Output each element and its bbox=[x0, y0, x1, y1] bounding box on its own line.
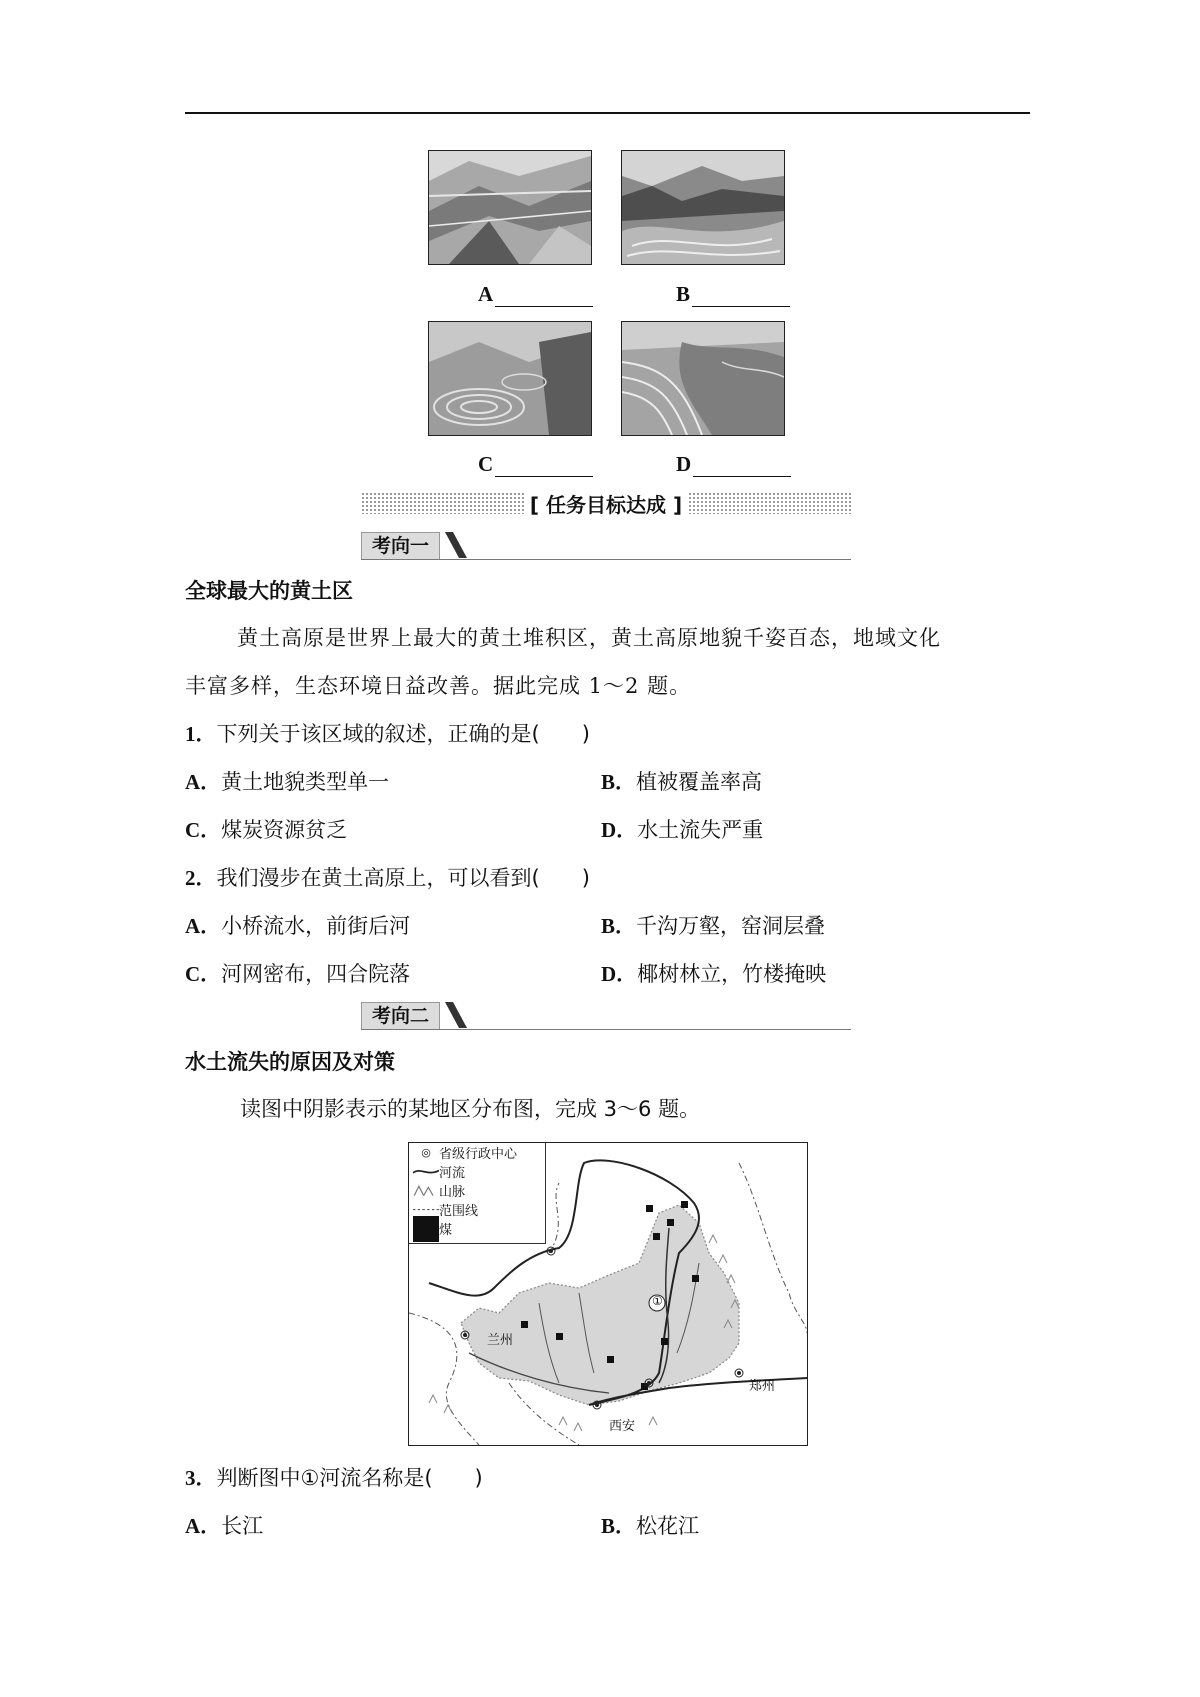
label-xian: 西安 bbox=[609, 1419, 636, 1434]
loess-photo-c bbox=[428, 321, 592, 436]
answer-blank[interactable] bbox=[693, 458, 791, 477]
photo-caption-b: B bbox=[676, 282, 790, 307]
question-3 bbox=[185, 1462, 483, 1492]
label-river-marker: ① bbox=[652, 1294, 663, 1308]
intro-line-2: 丰富多样，生态环境日益改善。据此完成 1～2 题。 bbox=[185, 674, 692, 698]
banner-dots-left bbox=[361, 492, 524, 514]
boundary-line-icon bbox=[413, 1206, 439, 1213]
coal-icon bbox=[413, 1216, 439, 1242]
section-heading-2: 水土流失的原因及对策 bbox=[185, 1050, 395, 1074]
mountain-icon bbox=[413, 1185, 439, 1197]
map-intro: 读图中阴影表示的某地区分布图，完成 3～6 题。 bbox=[240, 1097, 701, 1121]
question-1 bbox=[185, 718, 590, 748]
label-lanzhou: 兰州 bbox=[487, 1333, 514, 1348]
section-tag-label: 考向一 bbox=[361, 532, 440, 559]
question-number: 1． bbox=[185, 722, 217, 746]
river-icon bbox=[413, 1167, 439, 1176]
q3-option-a[interactable]: A．长江 bbox=[185, 1514, 264, 1538]
photo-caption-a: A bbox=[478, 282, 593, 307]
slash-icon bbox=[445, 1002, 467, 1028]
banner-dots-right bbox=[688, 492, 851, 514]
header-rule bbox=[185, 112, 1030, 114]
provincial-center-icon: ◎ bbox=[421, 1146, 431, 1159]
section-tag-label: 考向二 bbox=[361, 1002, 440, 1029]
section-tag-1 bbox=[361, 530, 851, 562]
q1-option-d[interactable]: D．水土流失严重 bbox=[601, 818, 764, 842]
answer-blank[interactable] bbox=[692, 288, 790, 307]
photo-caption-d: D bbox=[676, 452, 791, 477]
q1-option-b[interactable]: B．植被覆盖率高 bbox=[601, 770, 763, 794]
label-zhengzhou: 郑州 bbox=[749, 1379, 776, 1394]
question-number: 2． bbox=[185, 866, 217, 890]
section-heading-1: 全球最大的黄土区 bbox=[185, 579, 353, 603]
answer-blank[interactable] bbox=[495, 458, 593, 477]
section-tag-2 bbox=[361, 1000, 851, 1032]
legend-provincial-center: ◎ 省级行政中心 bbox=[409, 1143, 545, 1162]
answer-blank[interactable] bbox=[495, 288, 593, 307]
q2-option-b[interactable]: B．千沟万壑，窑洞层叠 bbox=[601, 914, 826, 938]
q2-option-d[interactable]: D．椰树林立，竹楼掩映 bbox=[601, 962, 827, 986]
q2-option-c[interactable]: C．河网密布，四合院落 bbox=[185, 962, 411, 986]
q1-option-a[interactable]: A．黄土地貌类型单一 bbox=[185, 770, 390, 794]
intro-line-1: 黄土高原是世界上最大的黄土堆积区，黄土高原地貌千姿百态，地域文化 bbox=[237, 626, 941, 650]
q1-option-c[interactable]: C．煤炭资源贫乏 bbox=[185, 818, 348, 842]
legend-river: 河流 bbox=[409, 1162, 545, 1181]
legend-coal: 煤 bbox=[409, 1219, 545, 1238]
q2-option-a[interactable]: A．小桥流水，前街后河 bbox=[185, 914, 411, 938]
question-stem: 我们漫步在黄土高原上，可以看到( ) bbox=[216, 866, 590, 890]
loess-plateau-map bbox=[408, 1142, 808, 1446]
map-legend bbox=[409, 1143, 546, 1244]
photo-caption-c: C bbox=[478, 452, 593, 477]
loess-photo-b bbox=[621, 150, 785, 265]
question-2 bbox=[185, 862, 590, 892]
loess-photo-a bbox=[428, 150, 592, 265]
legend-mountain: 山脉 bbox=[409, 1181, 545, 1200]
banner-title: [ 任务目标达成 ] bbox=[529, 492, 683, 517]
question-stem: 判断图中①河流名称是( ) bbox=[216, 1466, 483, 1490]
slash-icon bbox=[445, 532, 467, 558]
question-number: 3． bbox=[185, 1466, 217, 1490]
loess-photo-d bbox=[621, 321, 785, 436]
question-stem: 下列关于该区域的叙述，正确的是( ) bbox=[216, 722, 590, 746]
task-goal-banner bbox=[361, 488, 851, 518]
legend-boundary: 范围线 bbox=[409, 1200, 545, 1219]
q3-option-b[interactable]: B．松花江 bbox=[601, 1514, 700, 1538]
